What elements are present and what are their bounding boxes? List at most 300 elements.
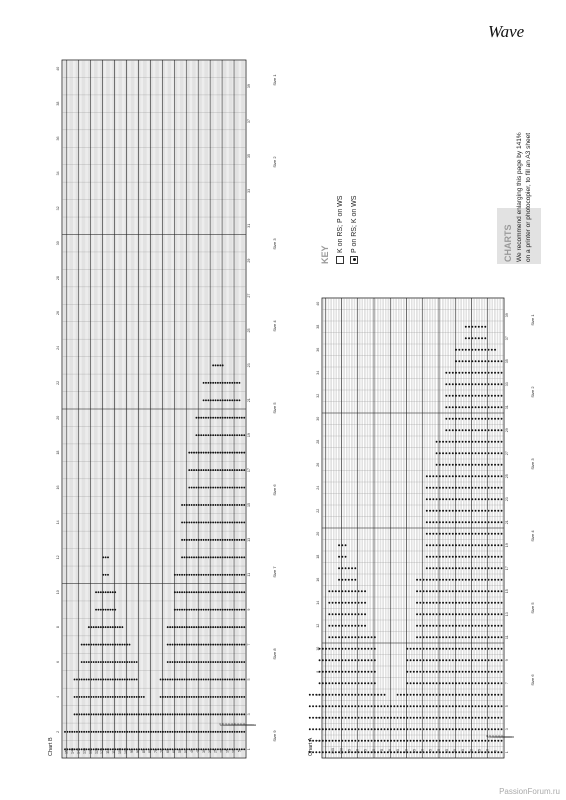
purl-stitch [354,659,356,661]
key-item-purl-label: P on RS; K on WS [350,195,358,253]
size-label: Size 6 [530,674,535,686]
purl-stitch [458,441,460,443]
stitch-number-label: 36 [316,347,320,352]
purl-stitch [501,521,503,523]
purl-stitch [222,452,224,454]
purl-stitch [227,504,229,506]
purl-stitch [406,648,408,650]
purl-stitch [212,469,214,471]
purl-stitch [488,602,490,604]
purl-stitch [478,406,480,408]
purl-stitch [475,349,477,351]
stitch-number-label: 2 [56,730,60,733]
purl-stitch [449,475,451,477]
purl-stitch [76,696,78,698]
purl-stitch [488,475,490,477]
purl-stitch [335,740,337,742]
purl-stitch [478,567,480,569]
purl-stitch [345,717,347,719]
purl-stitch [491,567,493,569]
purl-stitch [429,498,431,500]
purl-stitch [458,487,460,489]
purl-stitch [238,399,240,401]
purl-stitch [95,644,97,646]
purl-stitch [234,452,236,454]
purl-stitch [222,731,224,733]
row-number-label: 95 [347,749,352,753]
purl-stitch [215,452,217,454]
purl-stitch [488,694,490,696]
purl-stitch [322,740,324,742]
purl-stitch [494,464,496,466]
purl-stitch [224,679,226,681]
purl-stitch [410,671,412,673]
purl-stitch [494,533,496,535]
purl-stitch [455,360,457,362]
purl-stitch [458,740,460,742]
purl-stitch [152,713,154,715]
purl-stitch [471,544,473,546]
purl-stitch [471,694,473,696]
purl-stitch [478,694,480,696]
purl-stitch [341,682,343,684]
purl-stitch [458,372,460,374]
purl-stitch [229,644,231,646]
size-label: Size 1 [272,74,277,86]
purl-stitch [351,740,353,742]
purl-stitch [345,694,347,696]
purl-stitch [203,539,205,541]
purl-stitch [475,567,477,569]
purl-stitch [497,418,499,420]
purl-stitch [322,671,324,673]
purl-stitch [501,452,503,454]
purl-stitch [119,644,121,646]
purl-stitch [426,533,428,535]
purl-stitch [436,636,438,638]
purl-stitch [191,644,193,646]
purl-stitch [179,696,181,698]
purl-stitch [393,740,395,742]
purl-stitch [426,521,428,523]
purl-stitch [387,728,389,730]
purl-stitch [191,521,193,523]
purl-stitch [364,659,366,661]
purl-stitch [341,636,343,638]
purl-stitch [468,510,470,512]
purl-stitch [462,487,464,489]
purl-stitch [217,644,219,646]
row-number-label: 65 [165,749,170,753]
purl-stitch [88,661,90,663]
stitch-number-label: 30 [56,241,60,246]
purl-stitch [403,728,405,730]
purl-stitch [131,661,133,663]
purl-stitch [475,533,477,535]
purl-stitch [109,626,111,628]
purl-stitch [95,591,97,593]
purl-stitch [236,591,238,593]
purl-stitch [328,590,330,592]
purl-stitch [322,705,324,707]
purl-stitch [205,644,207,646]
purl-stitch [325,705,327,707]
purl-stitch [475,498,477,500]
purl-stitch [468,337,470,339]
purl-stitch [484,510,486,512]
purl-stitch [465,728,467,730]
purl-stitch [429,648,431,650]
purl-stitch [471,521,473,523]
purl-stitch [207,399,209,401]
purl-stitch [406,728,408,730]
purl-stitch [484,326,486,328]
purl-stitch [445,395,447,397]
purl-stitch [478,671,480,673]
purl-stitch [328,728,330,730]
purl-stitch [361,717,363,719]
purl-stitch [488,349,490,351]
purl-stitch [212,731,214,733]
purl-stitch [188,469,190,471]
purl-stitch [449,395,451,397]
purl-stitch [475,337,477,339]
purl-stitch [229,591,231,593]
purl-stitch [442,682,444,684]
purl-stitch [83,731,85,733]
purl-stitch [229,574,231,576]
purl-stitch [234,539,236,541]
purl-stitch [207,661,209,663]
purl-stitch [141,731,143,733]
purl-stitch [436,567,438,569]
row-number-label: 80 [148,749,153,753]
purl-stitch [497,441,499,443]
purl-stitch [319,751,321,753]
purl-stitch [436,487,438,489]
purl-stitch [114,661,116,663]
purl-stitch [198,609,200,611]
purl-stitch [184,626,186,628]
purl-stitch [371,682,373,684]
purl-stitch [148,713,150,715]
purl-stitch [348,659,350,661]
purl-stitch [90,679,92,681]
purl-stitch [475,452,477,454]
purl-stitch [219,609,221,611]
purl-stitch [212,452,214,454]
row-number-label: 5 [237,750,242,752]
purl-stitch [207,382,209,384]
purl-stitch [462,556,464,558]
purl-stitch [488,705,490,707]
purl-stitch [338,671,340,673]
purl-stitch [172,626,174,628]
purl-stitch [458,360,460,362]
purl-stitch [174,731,176,733]
purl-stitch [481,556,483,558]
purl-stitch [462,728,464,730]
purl-stitch [445,671,447,673]
purl-stitch [439,521,441,523]
purl-stitch [377,751,379,753]
purl-stitch [215,644,217,646]
purl-stitch [345,544,347,546]
purl-stitch [468,556,470,558]
purl-stitch [328,602,330,604]
purl-stitch [345,740,347,742]
purl-stitch [90,731,92,733]
purl-stitch [86,713,88,715]
purl-stitch [478,337,480,339]
purl-stitch [442,636,444,638]
purl-stitch [351,705,353,707]
purl-stitch [458,694,460,696]
purl-stitch [484,717,486,719]
purl-stitch [455,717,457,719]
purl-stitch [325,671,327,673]
purl-stitch [423,671,425,673]
purl-stitch [423,659,425,661]
purl-stitch [449,579,451,581]
purl-stitch [452,694,454,696]
purl-stitch [179,713,181,715]
purl-stitch [241,504,243,506]
purl-stitch [416,602,418,604]
purl-stitch [358,682,360,684]
purl-stitch [501,694,503,696]
purl-stitch [465,349,467,351]
chart-a [308,298,535,758]
purl-stitch [174,661,176,663]
purl-stitch [468,360,470,362]
purl-stitch [458,452,460,454]
purl-stitch [397,694,399,696]
purl-stitch [172,644,174,646]
purl-stitch [491,510,493,512]
purl-stitch [231,609,233,611]
purl-stitch [429,636,431,638]
purl-stitch [322,682,324,684]
purl-stitch [219,644,221,646]
purl-stitch [219,696,221,698]
purl-stitch [354,740,356,742]
purl-stitch [468,636,470,638]
purl-stitch [354,567,356,569]
purl-stitch [100,661,102,663]
purl-stitch [481,395,483,397]
purl-stitch [224,644,226,646]
purl-stitch [172,679,174,681]
purl-stitch [176,574,178,576]
stitch-number-label: 23 [247,363,251,368]
purl-stitch [200,539,202,541]
purl-stitch [203,679,205,681]
purl-stitch [241,521,243,523]
stitch-number-label: 27 [505,451,509,456]
purl-stitch [354,636,356,638]
purl-stitch [219,591,221,593]
purl-stitch [114,679,116,681]
purl-stitch [426,648,428,650]
purl-stitch [416,717,418,719]
stitch-number-label: 15 [505,589,509,594]
purl-stitch [210,626,212,628]
purl-stitch [207,609,209,611]
purl-stitch [442,648,444,650]
purl-stitch [224,731,226,733]
purl-stitch [243,452,245,454]
purl-stitch [231,713,233,715]
purl-stitch [169,661,171,663]
row-number-label: 95 [130,749,135,753]
purl-stitch [241,469,243,471]
purl-stitch [193,679,195,681]
purl-stitch [371,740,373,742]
purl-stitch [332,590,334,592]
purl-stitch [243,487,245,489]
purl-stitch [462,682,464,684]
purl-stitch [488,671,490,673]
purl-stitch [112,591,114,593]
purl-stitch [471,740,473,742]
purl-stitch [191,469,193,471]
purl-stitch [205,469,207,471]
purl-stitch [148,731,150,733]
purl-stitch [338,556,340,558]
purl-stitch [452,544,454,546]
purl-stitch [93,713,95,715]
purl-stitch [452,383,454,385]
purl-stitch [471,395,473,397]
purl-stitch [471,728,473,730]
purl-stitch [97,609,99,611]
purl-stitch [462,636,464,638]
purl-stitch [231,731,233,733]
purl-stitch [188,487,190,489]
purl-stitch [212,399,214,401]
purl-stitch [432,567,434,569]
purl-stitch [501,579,503,581]
purl-stitch [207,696,209,698]
purl-stitch [475,590,477,592]
purl-stitch [465,705,467,707]
purl-stitch [497,705,499,707]
purl-stitch [475,372,477,374]
purl-stitch [497,740,499,742]
purl-stitch [419,590,421,592]
purl-stitch [184,644,186,646]
purl-stitch [488,418,490,420]
purl-stitch [501,751,503,753]
purl-stitch [243,696,245,698]
purl-stitch [341,556,343,558]
purl-stitch [100,713,102,715]
purl-stitch [445,510,447,512]
purl-stitch [229,713,231,715]
purl-stitch [361,751,363,753]
purl-stitch [491,579,493,581]
purl-stitch [436,728,438,730]
purl-stitch [231,556,233,558]
purl-stitch [471,326,473,328]
purl-stitch [186,713,188,715]
purl-stitch [210,679,212,681]
purl-stitch [219,364,221,366]
purl-stitch [497,533,499,535]
purl-stitch [217,399,219,401]
purl-stitch [475,682,477,684]
purl-stitch [501,441,503,443]
purl-stitch [423,705,425,707]
purl-stitch [481,590,483,592]
purl-stitch [224,382,226,384]
purl-stitch [351,613,353,615]
purl-stitch [241,731,243,733]
purl-stitch [172,661,174,663]
purl-stitch [174,574,176,576]
purl-stitch [445,567,447,569]
purl-stitch [227,539,229,541]
purl-stitch [200,661,202,663]
purl-stitch [126,661,128,663]
stitch-number-label: 17 [505,566,509,571]
purl-stitch [205,399,207,401]
purl-stitch [367,671,369,673]
purl-stitch [348,567,350,569]
purl-stitch [200,434,202,436]
purl-stitch [471,636,473,638]
purl-stitch [338,659,340,661]
purl-stitch [102,556,104,558]
purl-stitch [455,694,457,696]
purl-stitch [423,579,425,581]
stitch-number-label: 20 [56,415,60,420]
purl-stitch [241,644,243,646]
purl-stitch [484,579,486,581]
purl-stitch [468,602,470,604]
purl-stitch [465,694,467,696]
purl-stitch [133,661,135,663]
purl-stitch [439,705,441,707]
purl-stitch [497,510,499,512]
purl-stitch [432,648,434,650]
purl-stitch [475,521,477,523]
purl-stitch [210,417,212,419]
purl-stitch [200,452,202,454]
purl-stitch [227,556,229,558]
purl-stitch [432,659,434,661]
purl-stitch [419,636,421,638]
purl-stitch [465,498,467,500]
purl-stitch [429,728,431,730]
purl-stitch [95,609,97,611]
purl-stitch [455,648,457,650]
purl-stitch [212,626,214,628]
purl-stitch [494,441,496,443]
purl-stitch [439,452,441,454]
purl-stitch [475,383,477,385]
purl-stitch [481,498,483,500]
stitch-number-label: 3 [505,728,509,731]
purl-stitch [380,705,382,707]
purl-stitch [195,556,197,558]
purl-stitch [210,434,212,436]
purl-stitch [374,671,376,673]
purl-stitch [478,625,480,627]
purl-stitch [494,556,496,558]
purl-stitch [328,705,330,707]
